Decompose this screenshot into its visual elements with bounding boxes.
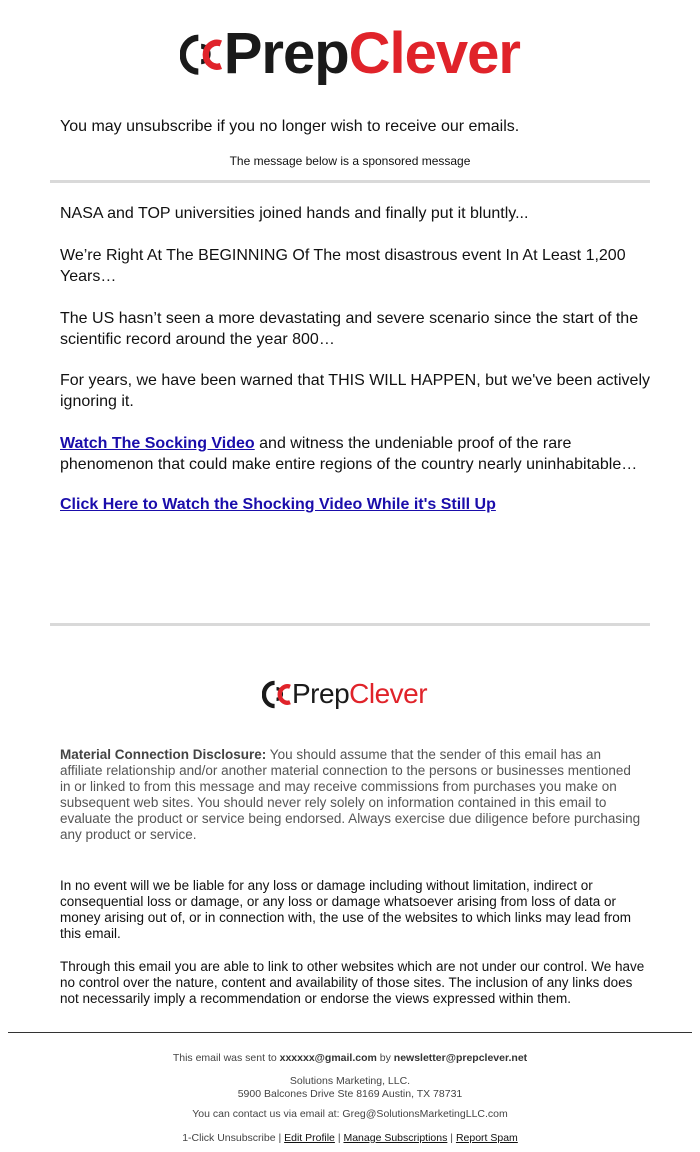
by-word: by bbox=[376, 1052, 394, 1064]
brand-logo-small bbox=[262, 672, 442, 716]
message-paragraph-5 bbox=[60, 433, 650, 475]
prepclever-logo-icon bbox=[180, 19, 224, 89]
disclosure-title: Material Connection Disclosure: bbox=[60, 747, 267, 762]
one-click-unsubscribe[interactable]: 1-Click Unsubscribe bbox=[182, 1132, 276, 1144]
brand-wordmark bbox=[223, 21, 520, 86]
separator: | bbox=[275, 1132, 285, 1144]
message-paragraph-4: For years, we have been warned that THIS WILL HAPPEN, but we've been actively ignoring it. bbox=[60, 372, 651, 410]
brand-part-prep: Prep bbox=[292, 678, 350, 709]
disclosure-text: You should assume that the sender of this email has an affiliate relationship and/or another material connection to the persons or businesses mentioned in or linked to from this message and may receive commissions from purchases you make on subsequent web sites. You should never rely solely on information contained in this email to evaluate the product or service being endorsed. Always exercise due diligence before purchasing any product or service. bbox=[60, 747, 641, 842]
message-paragraph-1: NASA and TOP universities joined hands and finally put it bluntly... bbox=[60, 205, 529, 222]
footer-divider bbox=[8, 1032, 692, 1033]
edit-profile-link[interactable]: Edit Profile bbox=[284, 1132, 335, 1144]
unsubscribe-notice: You may unsubscribe if you no longer wish to receive our emails. bbox=[60, 118, 520, 135]
company-name: Solutions Marketing, LLC. bbox=[289, 1075, 411, 1087]
divider bbox=[50, 180, 650, 183]
footer-contact: You can contact us via email at: Greg@SolutionsMarketingLLC.com bbox=[192, 1108, 508, 1120]
divider bbox=[50, 623, 650, 626]
report-spam-link[interactable]: Report Spam bbox=[455, 1132, 518, 1144]
sender-email: newsletter@prepclever.net bbox=[393, 1052, 528, 1064]
sponsored-notice: The message below is a sponsored message bbox=[229, 154, 471, 168]
recipient-email: xxxxxx@gmail.com bbox=[279, 1052, 377, 1064]
prepclever-logo-icon bbox=[262, 677, 292, 711]
watch-video-link[interactable]: Watch The Socking Video bbox=[60, 435, 255, 452]
brand-wordmark-small bbox=[292, 680, 427, 708]
footer-address bbox=[0, 1075, 700, 1101]
message-paragraph-2: We’re Right At The BEGINNING Of The most disastrous event In At Least 1,200 Years… bbox=[60, 247, 626, 285]
separator: | bbox=[334, 1132, 344, 1144]
brand-part-clever: Clever bbox=[349, 678, 428, 709]
brand-part-prep: Prep bbox=[223, 21, 349, 86]
separator: | bbox=[447, 1132, 456, 1144]
manage-subscriptions-link[interactable]: Manage Subscriptions bbox=[343, 1132, 448, 1144]
brand-logo bbox=[180, 14, 520, 94]
footer-sent-to bbox=[0, 1052, 700, 1065]
material-connection-disclosure bbox=[60, 747, 645, 843]
brand-part-clever: Clever bbox=[348, 21, 520, 86]
company-address: 5900 Balcones Drive Ste 8169 Austin, TX 78731 bbox=[237, 1088, 463, 1100]
footer-links bbox=[0, 1132, 700, 1145]
sent-to-prefix: This email was sent to bbox=[172, 1052, 280, 1064]
message-cta bbox=[60, 494, 650, 515]
message-paragraph-5-text: and witness the undeniable proof of the rare phenomenon that could make entire regions of the country nearly uninhabitable… bbox=[60, 435, 638, 473]
liability-notice: In no event will we be liable for any loss or damage including without limitation, indirect or consequential loss or damage, or any loss or damage whatsoever arising from loss of data or money arising out of, or in connection with, the use of the websites to which links may lead from this email. bbox=[60, 878, 632, 941]
watch-shocking-video-link[interactable]: Click Here to Watch the Shocking Video While it's Still Up bbox=[60, 496, 496, 513]
external-links-notice: Through this email you are able to link to other websites which are not under our control. We have no control over the nature, content and availability of those sites. The inclusion of any links does not necessarily imply a recommendation or endorse the views expressed within them. bbox=[60, 959, 645, 1006]
message-paragraph-3: The US hasn’t seen a more devastating and severe scenario since the start of the scientific record around the year 800… bbox=[60, 310, 639, 348]
